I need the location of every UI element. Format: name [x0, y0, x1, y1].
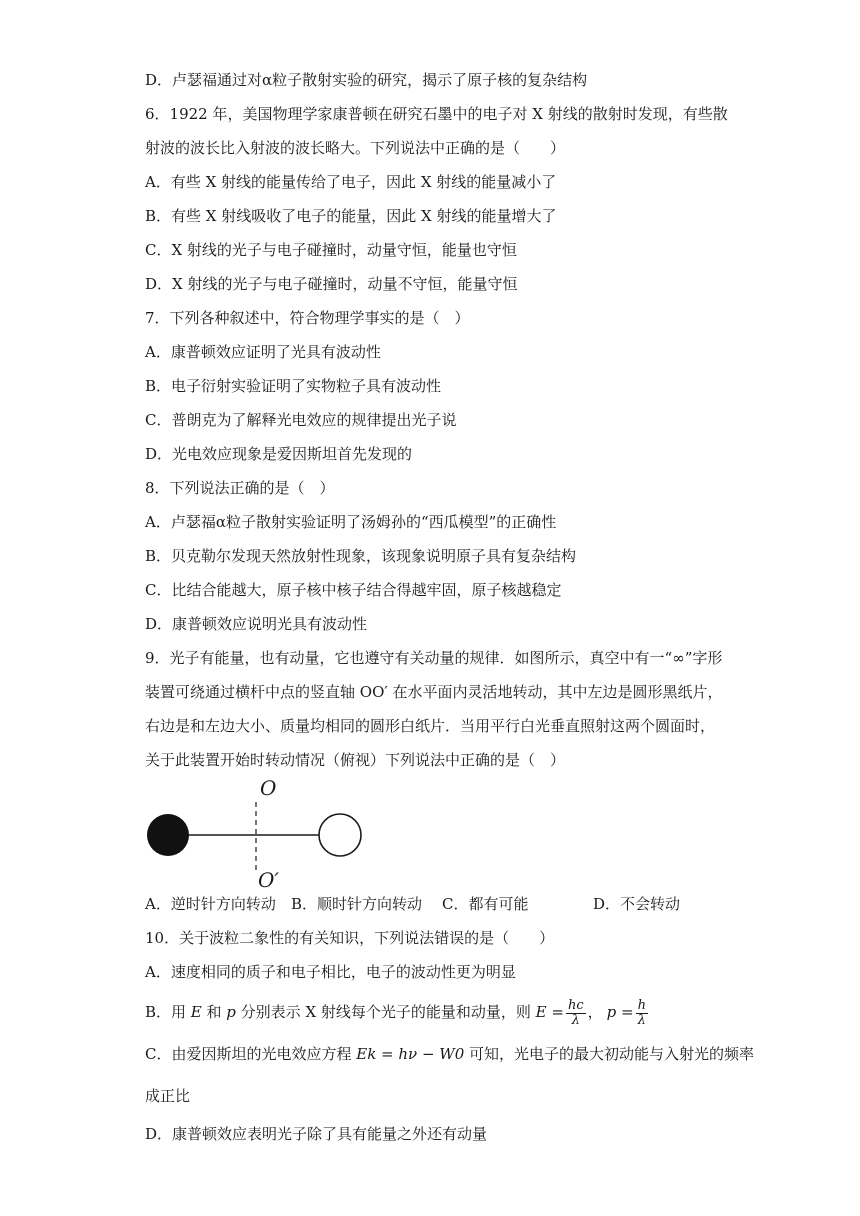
symbol-e: E	[190, 1003, 202, 1021]
q6-option-c: C．X 射线的光子与电子碰撞时，动量守恒，能量也守恒	[145, 241, 517, 259]
q9-option-a: A．逆时针方向转动	[145, 895, 276, 913]
symbol-p: p	[226, 1003, 236, 1021]
q9-option-b: B．顺时针方向转动	[291, 895, 423, 913]
q7-stem: 7．下列各种叙述中，符合物理学事实的是（ ）	[145, 309, 470, 327]
q6-stem-line-1: 6．1922 年，美国物理学家康普顿在研究石墨中的电子对 X 射线的散射时发现，有些散	[145, 105, 728, 123]
fraction-h-over-lambda	[636, 999, 648, 1028]
q6-option-d: D．X 射线的光子与电子碰撞时，动量不守恒，能量守恒	[145, 275, 518, 293]
q10-option-c-line-1	[145, 1044, 754, 1064]
q9-stem-line-2: 装置可绕通过横杆中点的竖直轴 OO′ 在水平面内灵活地转动，其中左边是圆形黑纸片，	[145, 683, 723, 701]
fraction-hc-over-lambda	[566, 999, 586, 1028]
q8-option-d: D．康普顿效应说明光具有波动性	[145, 615, 368, 633]
q9-options-row	[145, 894, 765, 914]
fraction-numerator: h	[637, 997, 646, 1013]
fraction-numerator: hc	[567, 997, 584, 1013]
q7-option-a: A．康普顿效应证明了光具有波动性	[145, 343, 381, 361]
q9-stem-line-3: 右边是和左边大小、质量均相同的圆形白纸片．当用平行白光垂直照射这两个圆面时，	[145, 717, 716, 735]
q10-option-d: D．康普顿效应表明光子除了具有能量之外还有动量	[145, 1125, 488, 1143]
axis-label-o: O	[260, 776, 277, 800]
q10-option-a: A．速度相同的质子和电子相比，电子的波动性更为明显	[145, 963, 516, 981]
q10-option-c-prefix: C．由爱因斯坦的光电效应方程	[145, 1045, 357, 1063]
q9-option-c: C．都有可能	[442, 895, 529, 913]
white-paper-disc	[319, 814, 361, 856]
q10-option-b	[145, 996, 650, 1028]
equation-energy-lhs: E =	[535, 1003, 564, 1021]
q5-option-d: D．卢瑟福通过对α粒子散射实验的研究，揭示了原子核的复杂结构	[145, 71, 588, 89]
q9-figure-rotating-device	[140, 775, 370, 890]
q9-option-d: D．不会转动	[593, 895, 681, 913]
q9-stem-line-4: 关于此装置开始时转动情况（俯视）下列说法中正确的是（ ）	[145, 751, 566, 769]
axis-label-o-prime: O′	[258, 868, 279, 890]
q9-stem-line-1: 9．光子有能量，也有动量，它也遵守有关动量的规律．如图所示，真空中有一“∞”字形	[145, 649, 723, 667]
black-paper-disc	[147, 814, 189, 856]
q10-stem: 10．关于波粒二象性的有关知识，下列说法错误的是（ ）	[145, 929, 555, 947]
q8-option-a: A．卢瑟福α粒子散射实验证明了汤姆孙的“西瓜模型”的正确性	[145, 513, 557, 531]
q10-option-b-and: 和	[201, 1003, 227, 1021]
equation-momentum-lhs: p =	[606, 1003, 634, 1021]
fraction-denominator: λ	[637, 1012, 646, 1028]
fraction-denominator: λ	[571, 1012, 580, 1028]
q7-option-d: D．光电效应现象是爱因斯坦首先发现的	[145, 445, 413, 463]
q8-stem: 8．下列说法正确的是（ ）	[145, 479, 335, 497]
q8-option-b: B．贝克勒尔发现天然放射性现象，该现象说明原子具有复杂结构	[145, 547, 577, 565]
q6-option-b: B．有些 X 射线吸收了电子的能量，因此 X 射线的能量增大了	[145, 207, 557, 225]
q10-option-b-separator: ，	[587, 1003, 603, 1021]
q8-option-c: C．比结合能越大，原子核中核子结合得越牢固，原子核越稳定	[145, 581, 562, 599]
q10-option-b-text: 分别表示 X 射线每个光子的能量和动量，则	[235, 1003, 536, 1021]
q10-option-c-suffix: 可知，光电子的最大初动能与入射光的频率	[464, 1045, 755, 1063]
q7-option-c: C．普朗克为了解释光电效应的规律提出光子说	[145, 411, 457, 429]
q10-option-c-line-2: 成正比	[145, 1087, 191, 1105]
q6-stem-line-2: 射波的波长比入射波的波长略大。下列说法中正确的是（ ）	[145, 139, 566, 157]
q6-option-a: A．有些 X 射线的能量传给了电子，因此 X 射线的能量减小了	[145, 173, 557, 191]
photoelectric-equation: Ek = hν − W0	[356, 1045, 465, 1063]
q10-option-b-prefix: B．用	[145, 1003, 191, 1021]
q7-option-b: B．电子衍射实验证明了实物粒子具有波动性	[145, 377, 442, 395]
